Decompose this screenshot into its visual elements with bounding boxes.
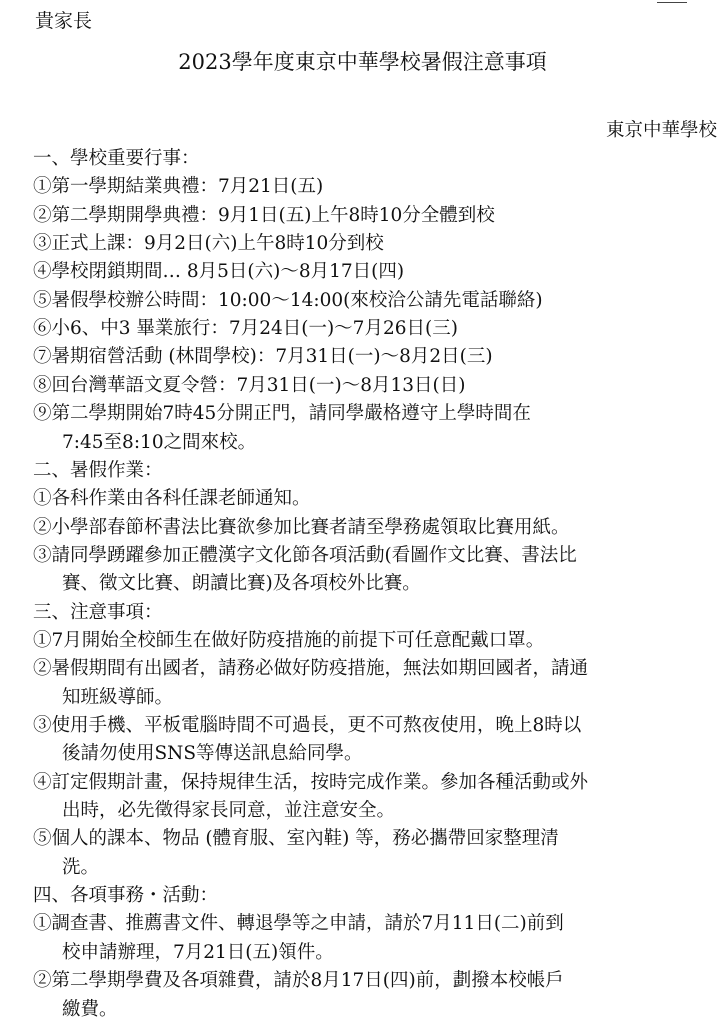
- section-heading: 一、學校重要行事：: [33, 148, 200, 169]
- page-corner-mark: [657, 0, 687, 3]
- list-item-continuation: 後請勿使用SNS等傳送訊息給同學。: [62, 743, 363, 765]
- list-item: ②暑假期間有出國者，請務必做好防疫措施，無法如期回國者，請通: [33, 658, 589, 680]
- list-item: ③正式上課：9月2日(六)上午8時10分到校: [33, 233, 384, 255]
- list-item: ⑨第二學期開始7時45分開正門，請同學嚴格遵守上學時間在: [33, 403, 531, 425]
- list-item-continuation: 賽、徵文比賽、朗讀比賽)及各項校外比賽。: [62, 573, 421, 595]
- list-item-continuation: 洗。: [62, 856, 100, 878]
- section-heading: 四、各項事務・活動：: [33, 885, 219, 907]
- list-item: ⑤暑假學校辦公時間：10:00～14:00(來校洽公請先電話聯絡): [33, 289, 543, 311]
- list-item: ③使用手機、平板電腦時間不可過長，更不可熬夜使用，晚上8時以: [33, 715, 582, 736]
- section-heading: 三、注意事項：: [33, 601, 163, 623]
- list-item-continuation: 繳費。: [62, 998, 118, 1020]
- list-item: ②第二學期學費及各項雜費，請於8月17日(四)前，劃撥本校帳戶: [33, 970, 564, 992]
- list-item: ③請同學踴躍參加正體漢字文化節各項活動(看圖作文比賽、書法比: [33, 544, 577, 566]
- list-item: ②小學部春節杯書法比賽欲參加比賽者請至學務處領取比賽用紙。: [33, 516, 570, 538]
- sender-name: 東京中華學校: [605, 120, 717, 141]
- list-item-continuation: 知班級導師。: [62, 686, 174, 708]
- list-item: ④學校閉鎖期間… 8月5日(六)～8月17日(四): [33, 261, 405, 283]
- greeting: 貴家長: [35, 10, 93, 32]
- list-item: ④訂定假期計畫，保持規律生活，按時完成作業。參加各種活動或外: [33, 771, 589, 793]
- list-item-continuation: 校申請辦理，7月21日(五)領件。: [62, 941, 334, 963]
- list-item: ⑥小6、中3 畢業旅行：7月24日(一)～7月26日(三): [33, 318, 458, 340]
- list-item: ⑦暑期宿營活動 (林間學校)：7月31日(一)～8月2日(三): [33, 346, 493, 368]
- document-title: 2023學年度東京中華學校暑假注意事項: [178, 50, 547, 74]
- list-item: ①各科作業由各科任課老師通知。: [33, 488, 311, 510]
- list-item: ⑤個人的課本、物品 (體育服、室內鞋) 等，務必攜帶回家整理清: [33, 828, 559, 850]
- list-item: ⑧回台灣華語文夏令營：7月31日(一)～8月13日(日): [33, 374, 466, 396]
- list-item: ①調查書、推薦書文件、轉退學等之申請，請於7月11日(二)前到: [33, 913, 564, 935]
- list-item: ①第一學期結業典禮：7月21日(五): [33, 176, 324, 198]
- section-heading: 二、暑假作業：: [33, 459, 163, 481]
- list-item: ①7月開始全校師生在做好防疫措施的前提下可任意配戴口罩。: [33, 629, 545, 651]
- list-item-continuation: 7:45至8:10之間來校。: [62, 431, 257, 453]
- list-item: ②第二學期開學典禮：9月1日(五)上午8時10分全體到校: [33, 204, 495, 226]
- list-item-continuation: 出時，必先徵得家長同意，並注意安全。: [62, 800, 396, 822]
